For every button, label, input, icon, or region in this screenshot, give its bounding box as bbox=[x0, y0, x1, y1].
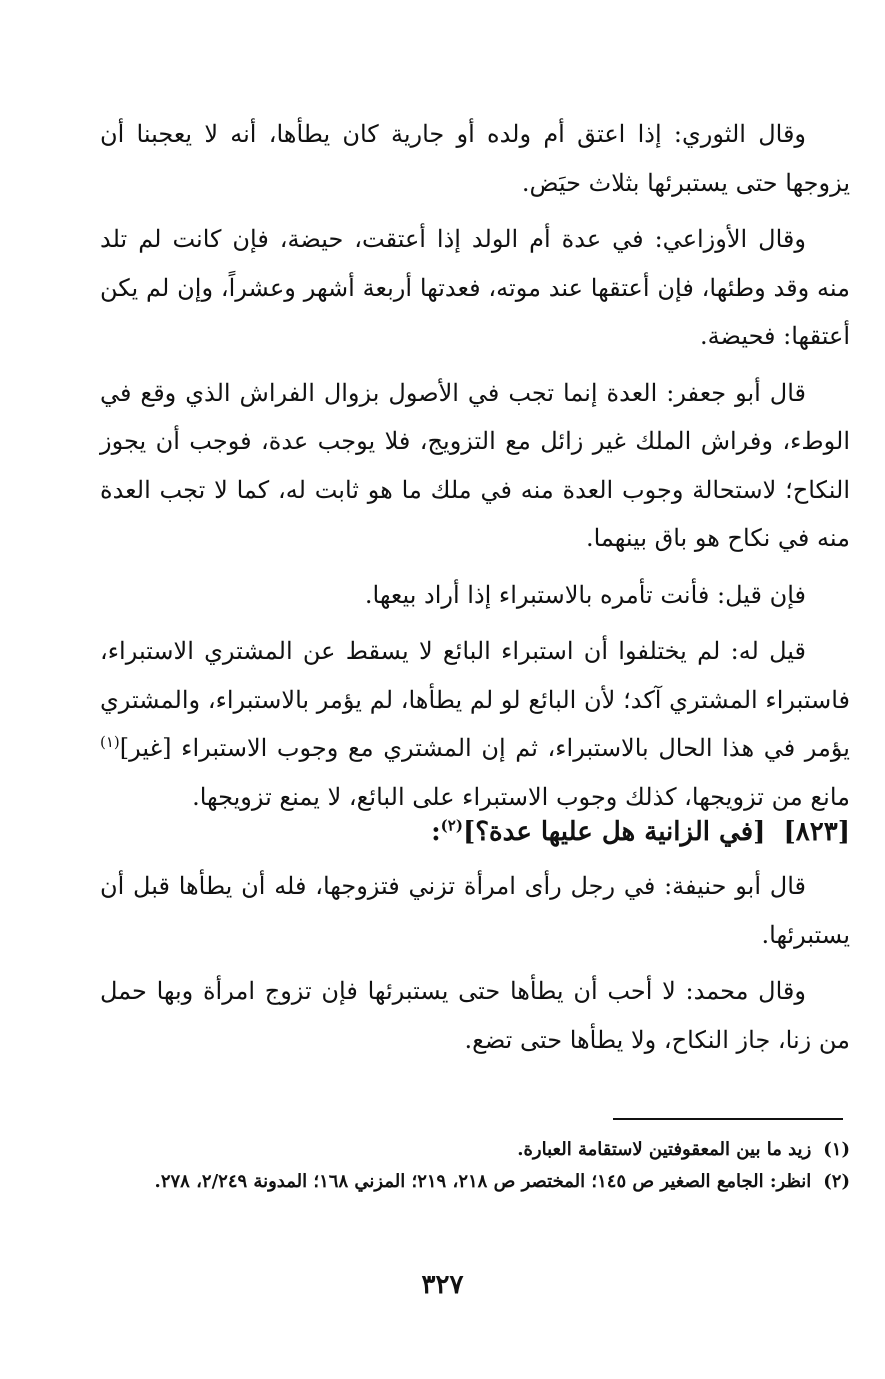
body-text-top bbox=[100, 110, 850, 821]
paragraph-reply-text: قيل له: لم يختلفوا أن استبراء البائع لا يسقط عن المشتري الاستبراء، فاستبراء المشتري آكد؛ لأن البائع لو لم يطأها، لم يؤمر بالاستبراء، والمشتري يؤمر في هذا الحال بالاستبراء، ثم إن المشتري مع وجوب الاستبراء [غير] bbox=[100, 637, 850, 762]
footnote-ref-2: (٢) bbox=[440, 816, 463, 835]
footnote-2 bbox=[100, 1166, 850, 1198]
footnote-number: (١) bbox=[823, 1139, 850, 1160]
paragraph-awzai: وقال الأوزاعي: في عدة أم الولد إذا أعتقت، حيضة، فإن كانت لم تلد منه وقد وطئها، فإن أعتقها عند موته، فعدتها أربعة أشهر وعشراً، وإن لم يكن أعتقها: فحيضة. bbox=[100, 225, 851, 350]
page-number: ٣٢٧ bbox=[421, 1270, 464, 1300]
footnote-text: انظر: الجامع الصغير ص ١٤٥؛ المختصر ص ٢١٨، ٢١٩؛ المزني ١٦٨؛ المدونة ٢/٢٤٩، ٢٧٨. bbox=[154, 1171, 812, 1192]
footnote-divider bbox=[613, 1118, 843, 1120]
section-heading bbox=[100, 808, 850, 856]
paragraph-reply bbox=[100, 627, 850, 821]
section-colon: : bbox=[431, 817, 441, 847]
paragraph-reply-text-end: مانع من تزويجها، كذلك وجوب الاستبراء على البائع، لا يمنع تزويجها. bbox=[192, 782, 850, 811]
footnote-ref-1: (١) bbox=[100, 733, 120, 751]
footnote-1 bbox=[100, 1134, 850, 1166]
paragraph-abu-jafar: قال أبو جعفر: العدة إنما تجب في الأصول بزوال الفراش الذي وقع في الوطء، وفراش الملك غير زائل مع التزويج، فلا يوجب عدة، فوجب أن يجوز النكاح؛ لاستحالة وجوب العدة منه في ملك ما هو ثابت له، كما لا تجب العدة منه في نكاح هو باق بينهما. bbox=[100, 378, 850, 552]
paragraph-abu-hanifa: قال أبو حنيفة: في رجل رأى امرأة تزني فتزوجها، فله أن يطأها قبل أن يستبرئها. bbox=[100, 872, 850, 949]
paragraph-thawri: وقال الثوري: إذا اعتق أم ولده أو جارية كان يطأها، أنه لا يعجبنا أن يزوجها حتى يستبرئها بثلاث حيَض. bbox=[100, 120, 850, 197]
footnotes bbox=[100, 1134, 850, 1198]
body-text-bottom bbox=[100, 862, 850, 1064]
footnote-text: زيد ما بين المعقوفتين لاستقامة العبارة. bbox=[517, 1139, 812, 1160]
paragraph-muhammad: وقال محمد: لا أحب أن يطأها حتى يستبرئها فإن تزوج امرأة وبها حمل من زنا، جاز النكاح، ولا يطأها حتى تضع. bbox=[100, 977, 850, 1054]
paragraph-objection: فإن قيل: فأنت تأمره بالاستبراء إذا أراد بيعها. bbox=[364, 580, 806, 609]
section-number: [٨٢٣] bbox=[783, 817, 850, 847]
section-title: [في الزانية هل عليها عدة؟] bbox=[462, 817, 766, 847]
footnote-number: (٢) bbox=[823, 1171, 850, 1192]
